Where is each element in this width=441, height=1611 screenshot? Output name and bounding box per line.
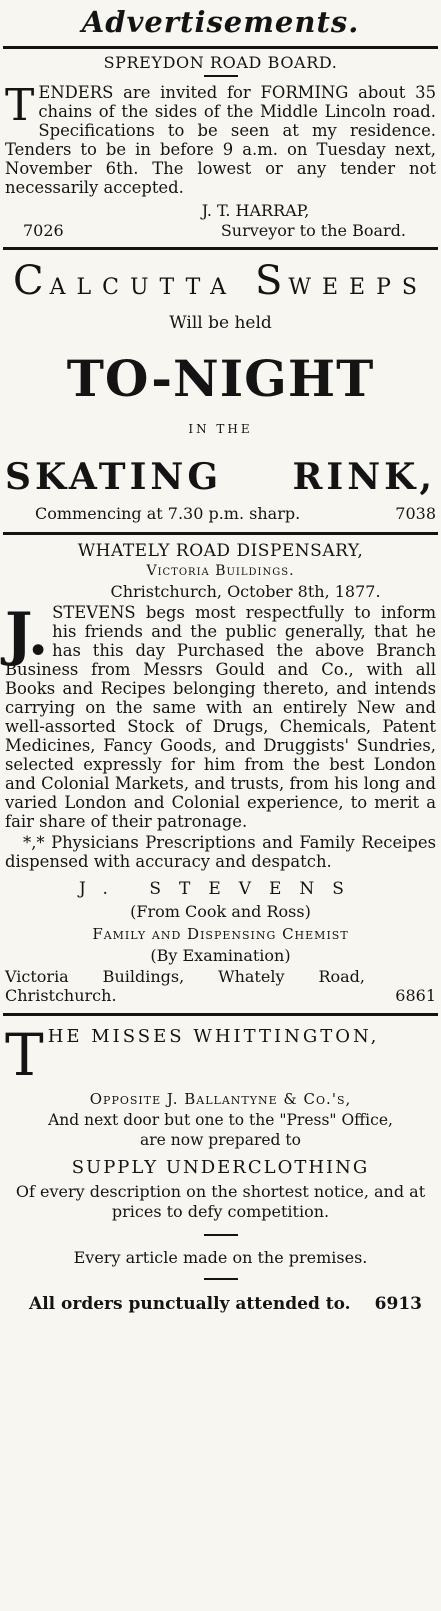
- section-rule: [3, 247, 438, 250]
- dispensary-role: Family and Dispensing Chemist: [92, 925, 349, 943]
- whittington-heading: [5, 1021, 436, 1089]
- calcutta-commencing: Commencing at 7.30 p.m. sharp. 7038: [35, 504, 436, 523]
- dispensary-body: J. STEVENS begs most respectfully to inform his friends and the public generally, that he has this day Purchased the above Branch Business from Messrs Gould and Co., with all Books and Recipes belonging thereto, and intends carrying on the same with an entirely New and well-assorted Stock of Drugs, Chemicals, Patent Medicines, Fancy Goods, and Druggists' Sundries, selected expressly for him from the best London and Colonial Markets, and trusts, from his long and varied London and Colonial experience, to merit a fair share of their patronage.: [5, 600, 436, 831]
- dispensary-exam: (By Examination): [150, 946, 291, 965]
- spreydon-advert: [5, 53, 436, 247]
- calcutta-title: CALCUTTA SWEEPS: [13, 258, 428, 304]
- calcutta-advert: [5, 258, 436, 532]
- masthead-rule: [3, 46, 438, 49]
- divider-dash: [204, 1278, 238, 1280]
- whittington-orders-row: [5, 1294, 436, 1314]
- calcutta-venue: SKATING RINK,: [5, 456, 436, 498]
- dispensary-ref: 6861: [395, 986, 436, 1005]
- spreydon-title: Surveyor to the Board.: [220, 221, 406, 240]
- divider-dash: [204, 75, 238, 77]
- whittington-line5: Every article made on the premises.: [73, 1248, 368, 1267]
- spreydon-body: TENDERS are invited for FORMING about 35 chains of the sides of the Middle Lincoln road. Specifications to be seen at my residence. Tenders to be in before 9 a.m. on Tuesday next, November 6th. The lowest or any tender not necessarily accepted.: [5, 80, 436, 197]
- dispensary-heading: WHATELY ROAD DISPENSARY,: [77, 541, 364, 561]
- whittington-title: HE MISSES WHITTINGTON,: [47, 1026, 380, 1047]
- whittington-ref: 6913: [374, 1294, 422, 1314]
- calcutta-tonight: TO-NIGHT: [66, 349, 375, 408]
- dropcap-letter: J.: [5, 600, 49, 668]
- whittington-line2: And next door but one to the "Press" Office,: [48, 1111, 393, 1129]
- dispensary-note: *,* Physicians Prescriptions and Family Receipes dispensed with accuracy and despatch.: [5, 833, 436, 871]
- spreydon-footer: [5, 221, 436, 247]
- masthead: Advertisements.: [81, 5, 360, 39]
- divider-dash: [204, 1234, 238, 1236]
- whittington-orders: All orders punctually attended to.: [29, 1294, 351, 1314]
- section-rule: [3, 1013, 438, 1016]
- dispensary-address: Victoria Buildings, Whately Road, Christchurch.: [5, 967, 365, 1005]
- dispensary-from: (From Cook and Ross): [130, 902, 311, 921]
- spreydon-ref: 7026: [23, 221, 64, 240]
- whittington-supply: SUPPLY UNDERCLOTHING: [71, 1157, 370, 1178]
- dispensary-date: Christchurch, October 8th, 1877.: [110, 582, 381, 601]
- spreydon-signatory: J. T. HARRAP,: [201, 201, 310, 220]
- section-rule: [3, 532, 438, 535]
- calcutta-held: Will be held: [169, 313, 272, 333]
- whittington-line3: are now prepared to: [140, 1131, 301, 1149]
- dispensary-address-row: [5, 967, 436, 1013]
- dispensary-buildings: Victoria Buildings.: [146, 563, 295, 579]
- calcutta-ref: 7038: [395, 504, 436, 523]
- dispensary-name: J. STEVENS: [79, 879, 362, 899]
- whittington-line1: Opposite J. Ballantyne & Co.'s,: [89, 1090, 352, 1108]
- dispensary-advert: [5, 541, 436, 1013]
- whittington-advert: [5, 1021, 436, 1314]
- spreydon-heading: SPREYDON ROAD BOARD.: [103, 53, 338, 72]
- calcutta-in-the: IN THE: [188, 422, 253, 436]
- dropcap-letter: T: [5, 1021, 44, 1089]
- whittington-line4: Of every description on the shortest notice, and at prices to defy competition.: [15, 1182, 426, 1221]
- dropcap-letter: T: [5, 80, 35, 131]
